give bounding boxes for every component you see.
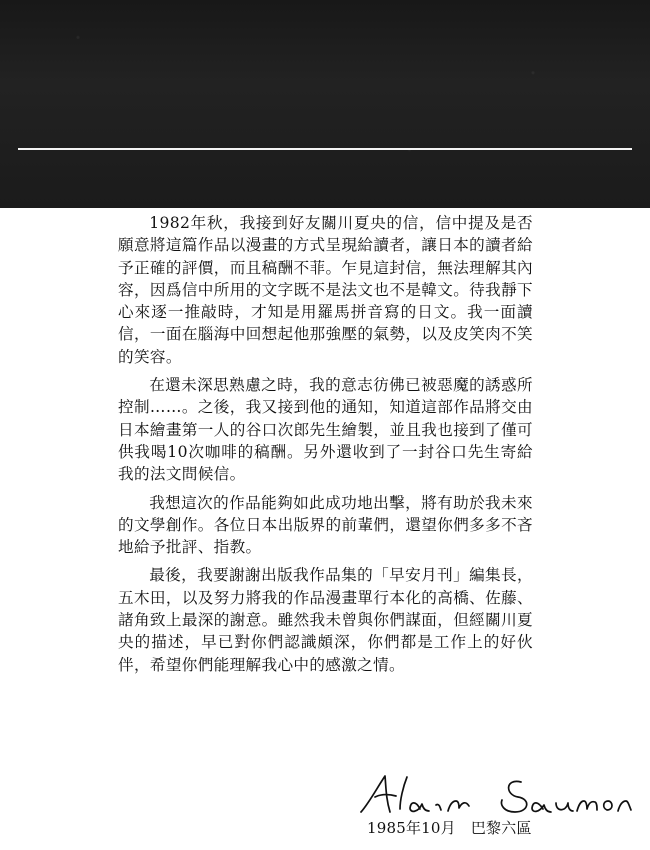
signature-handwriting [355,770,635,818]
paragraph: 我想這次的作品能夠如此成功地出擊，將有助於我未來的文學創作。各位日本出版界的前輩們，還望你們多多不吝地給予批評、指教。 [118,493,533,557]
paragraph: 1982年秋，我接到好友關川夏央的信，信中提及是否願意將這篇作品以漫畫的方式呈現給讀者，讓日本的讀者給予正確的評價，而且稿酬不菲。乍見這封信，無法理解其內容，因爲信中所用的文字既不是法文也不是韓文。待我靜下心來逐一推敲時，才知是用羅馬拼音寫的日文。我一面讀信，一面在腦海中回想起他那強壓的氣勢，以及皮笑肉不笑的笑容。 [118,214,533,366]
dark-header-band [0,0,650,208]
header-rule [18,148,632,150]
letter-body [118,212,533,676]
date-place-line [367,818,617,838]
letter-place: 巴黎六區 [470,819,532,837]
letter-date: 1985年10月 [367,819,456,837]
paragraph: 在還未深思熟慮之時，我的意志彷佛已被惡魔的誘惑所控制……。之後，我又接到他的通知，知道這部作品將交由日本繪畫第一人的谷口次郎先生繪製，並且我也接到了僅可供我喝10次咖啡的稿酬。另外還收到了一封谷口先生寄給我的法文問候信。 [118,376,533,484]
paragraph: 最後，我要謝謝出版我作品集的「早安月刊」編集長，五木田，以及努力將我的作品漫畫單行本化的高橋、佐藤、諸角致上最深的謝意。雖然我未曾與你們謀面，但經關川夏央的描述，早已對你們認識頗深，你們都是工作上的好伙伴，希望你們能理解我心中的感激之情。 [118,566,533,674]
